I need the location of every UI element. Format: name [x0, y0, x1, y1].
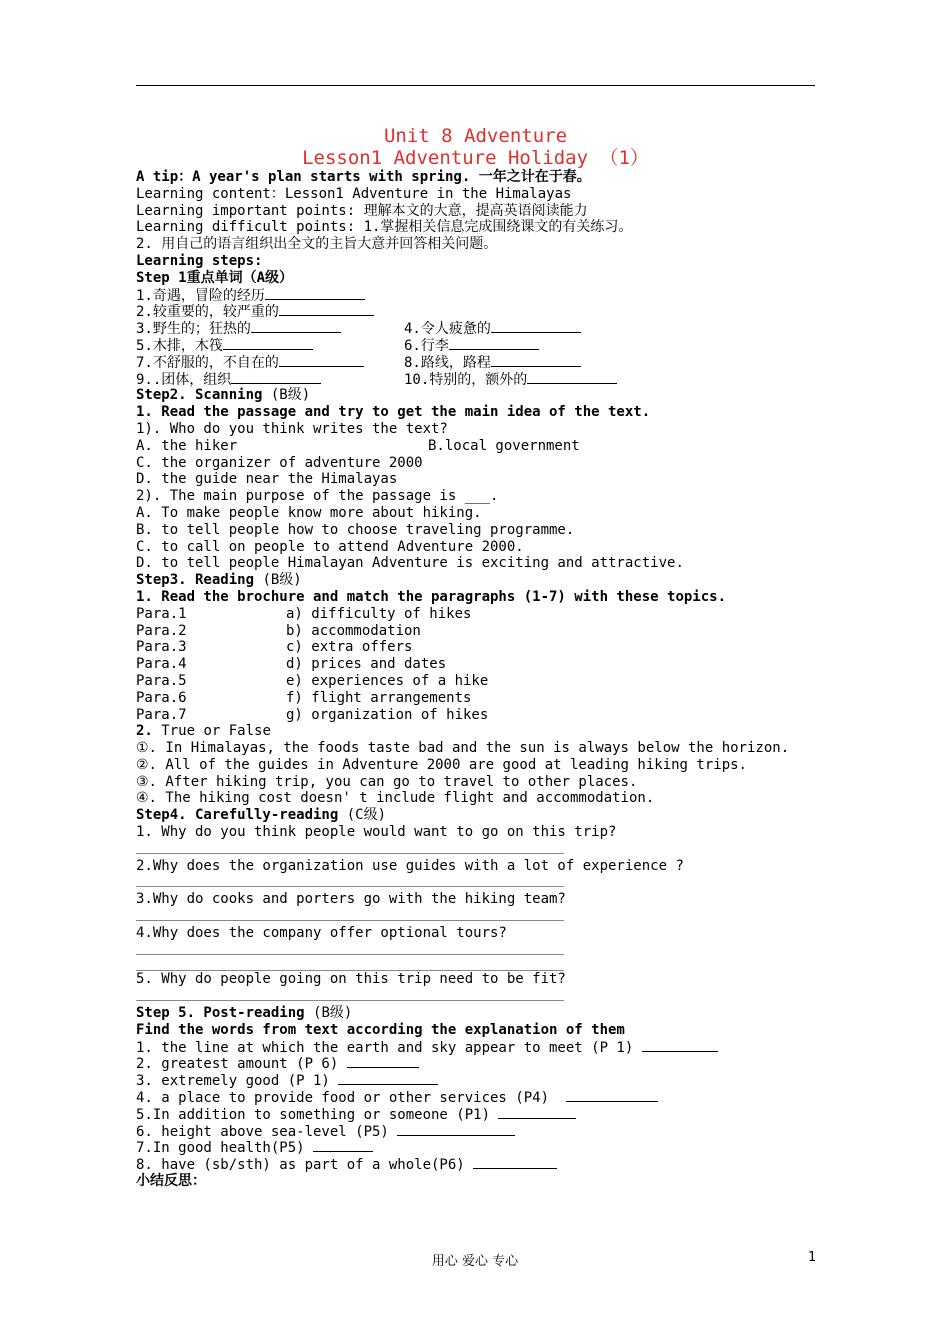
lesson-title: Lesson1 Adventure Holiday （1）: [302, 147, 649, 169]
vocab-row: 2.较重要的，较严重的: [136, 303, 816, 320]
summary-label: 小结反思：: [136, 1173, 206, 1190]
match-row: Para.7 g) organization of hikes: [136, 706, 489, 723]
vocab-row: 5.木排，木筏 6.行李: [136, 337, 816, 354]
vocab-row: 3.野生的；狂热的 4.令人疲惫的: [136, 320, 816, 337]
answer-blank[interactable]: [223, 337, 313, 350]
tf-statement: ④. The hiking cost doesn' t include flight and accommodation.: [136, 790, 655, 807]
answer-blank[interactable]: [231, 371, 321, 384]
tf-statement: ①. In Himalayas, the foods taste bad and the sun is always below the horizon.: [136, 740, 790, 757]
answer-blank[interactable]: [279, 303, 374, 316]
match-row: Para.2 b) accommodation: [136, 622, 421, 639]
option: A. To make people know more about hiking.: [136, 504, 482, 521]
answer-blank[interactable]: [313, 1139, 373, 1152]
step3-task: 1. Read the brochure and match the paragraphs (1-7) with these topics.: [136, 588, 727, 605]
definition-row: 8. have (sb/sth) as part of a whole(P6): [136, 1156, 816, 1173]
step2-task: 1. Read the passage and try to get the main idea of the text.: [136, 404, 651, 421]
definition-row: 1. the line at which the earth and sky appear to meet (P 1): [136, 1039, 816, 1056]
step3-heading: Step3. Reading (B级): [136, 572, 302, 589]
definition-row: 7.In good health(P5): [136, 1139, 816, 1156]
steps-label: Learning steps:: [136, 252, 263, 269]
step5-heading: Step 5. Post-reading (B级): [136, 1005, 353, 1022]
question: 3.Why do cooks and porters go with the hiking team?: [136, 891, 566, 908]
answer-blank[interactable]: [347, 1055, 419, 1068]
tf-statement: ③. After hiking trip, you can go to travel to other places.: [136, 773, 638, 790]
worksheet-body: [136, 169, 816, 1190]
answer-blank[interactable]: [491, 320, 581, 333]
step2-heading: Step2. Scanning (B级): [136, 387, 311, 404]
answer-blank[interactable]: [265, 287, 365, 300]
tf-statement: ②. All of the guides in Adventure 2000 are good at leading hiking trips.: [136, 756, 747, 773]
unit-title: Unit 8 Adventure: [383, 125, 568, 147]
answer-blank[interactable]: [397, 1123, 515, 1136]
vocab-row: 9..团体，组织 10.特别的，额外的: [136, 371, 816, 388]
option-row: A. the hiker B.local government: [136, 437, 580, 454]
answer-blank[interactable]: [491, 354, 581, 367]
tip: A tip：A year's plan starts with spring. 一年之计在于春。: [136, 169, 591, 185]
step4-heading: Step4. Carefully-reading (C级): [136, 807, 387, 824]
vocab-row: 1.奇遇，冒险的经历: [136, 287, 816, 304]
answer-line[interactable]: [136, 874, 816, 891]
match-row: Para.5 e) experiences of a hike: [136, 672, 489, 689]
option: D. the guide near the Himalayas: [136, 471, 398, 488]
definition-row: 5.In addition to something or someone (P1): [136, 1106, 816, 1123]
question: 1. Why do you think people would want to go on this trip?: [136, 824, 617, 841]
answer-blank[interactable]: [642, 1039, 718, 1052]
difficult-points: Learning difficult points: 1.掌握相关信息完成围绕课文的有关练习。: [136, 219, 633, 236]
answer-blank[interactable]: [498, 1106, 576, 1119]
match-row: Para.1 a) difficulty of hikes: [136, 605, 472, 622]
option: B. to tell people how to choose traveling programme.: [136, 521, 575, 538]
match-row: Para.4 d) prices and dates: [136, 656, 447, 673]
answer-line[interactable]: [136, 958, 816, 971]
question: 5. Why do people going on this trip need to be fit?: [136, 971, 566, 988]
question: 2.Why does the organization use guides with a lot of experience ?: [136, 857, 684, 874]
tf-heading: 2. True or False: [136, 723, 271, 740]
step5-task: Find the words from text according the explanation of them: [136, 1021, 625, 1038]
definition-row: 3. extremely good (P 1): [136, 1072, 816, 1089]
answer-line[interactable]: [136, 988, 816, 1005]
answer-blank[interactable]: [279, 354, 364, 367]
answer-line[interactable]: [136, 942, 816, 959]
page-number: 1: [808, 1250, 817, 1265]
answer-blank[interactable]: [566, 1089, 658, 1102]
question: 1). Who do you think writes the text?: [136, 420, 448, 437]
page-footer: 用心 爱心 专心: [431, 1254, 519, 1269]
answer-blank[interactable]: [251, 320, 341, 333]
definition-row: 6. height above sea-level (P5): [136, 1123, 816, 1140]
answer-blank[interactable]: [527, 371, 617, 384]
vocab-row: 7.不舒服的，不自在的 8.路线，路程: [136, 354, 816, 371]
option: C. to call on people to attend Adventure 2000.: [136, 538, 524, 555]
question: 2). The main purpose of the passage is ___.: [136, 488, 499, 505]
answer-blank[interactable]: [338, 1072, 438, 1085]
option: D. to tell people Himalayan Adventure is exciting and attractive.: [136, 555, 684, 572]
definition-row: 4. a place to provide food or other services (P4): [136, 1089, 816, 1106]
answer-blank[interactable]: [449, 337, 539, 350]
difficult-points-2: 2. 用自己的语言组织出全文的主旨大意并回答相关问题。: [136, 236, 498, 253]
answer-line[interactable]: [136, 908, 816, 925]
important-points: Learning important points: 理解本文的大意，提高英语阅读能力: [136, 202, 588, 219]
match-row: Para.6 f) flight arrangements: [136, 689, 472, 706]
header-rule: [136, 85, 815, 86]
option: C. the organizer of adventure 2000: [136, 454, 423, 471]
question: 4.Why does the company offer optional tours?: [136, 924, 507, 941]
answer-blank[interactable]: [473, 1156, 557, 1169]
learning-content: Learning content：Lesson1 Adventure in the Himalayas: [136, 185, 572, 202]
answer-line[interactable]: [136, 841, 816, 858]
step1-heading: Step 1重点单词（A级）: [136, 269, 294, 286]
match-row: Para.3 c) extra offers: [136, 639, 413, 656]
definition-row: 2. greatest amount (P 6): [136, 1055, 816, 1072]
